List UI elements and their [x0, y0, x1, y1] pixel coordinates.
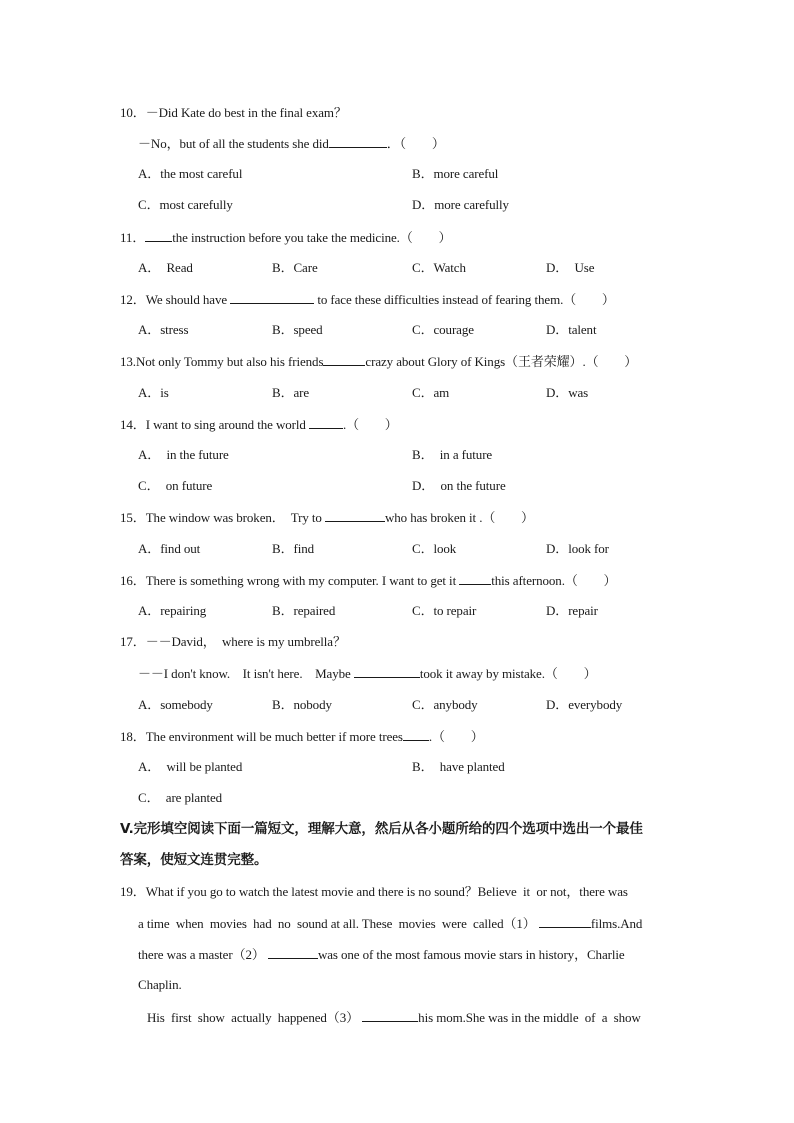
question-16-option-b: B．repaired: [272, 603, 336, 618]
question-17-answer-line: －－I don't know. It isn't here. Maybe took it away by mistake.（ ）: [138, 666, 597, 681]
answer-blank: [329, 135, 387, 148]
question-18-option-a: A． will be planted: [138, 759, 243, 774]
question-17-option-d: D．everybody: [546, 697, 623, 712]
question-10-stem: 10．－Did Kate do best in the final exam？: [120, 105, 347, 120]
question-10-option-d: D．more carefully: [412, 197, 509, 212]
passage-line-1: 19．What if you go to watch the latest movie and there is no sound？Believe it or not，there was: [120, 884, 628, 899]
answer-blank: [323, 353, 365, 366]
question-16-option-d: D．repair: [546, 603, 598, 618]
question-10-option-b: B．more careful: [412, 166, 499, 181]
question-15-option-a: A．find out: [138, 541, 201, 556]
question-15-option-d: D．look for: [546, 541, 609, 556]
section-heading-cont: 答案，使短文连贯完整。: [120, 852, 268, 868]
section-heading: V.完形填空阅读下面一篇短文，理解大意，然后从各小题所给的四个选项中选出一个最佳: [120, 821, 643, 837]
answer-blank: [309, 416, 343, 429]
question-17-stem: 17．－－David， where is my umbrella？: [120, 634, 346, 649]
question-14-option-d: D． on the future: [412, 478, 506, 493]
question-12-option-a: A．stress: [138, 322, 189, 337]
question-10-option-a: A．the most careful: [138, 166, 243, 181]
answer-blank: [230, 291, 314, 304]
question-11-option-b: B．Care: [272, 260, 318, 275]
question-14-stem: 14．I want to sing around the world .（ ）: [120, 417, 398, 432]
question-12-option-d: D．talent: [546, 322, 597, 337]
passage-line-5: His first show actually happened（3） his mom.She was in the middle of a show: [147, 1010, 641, 1025]
question-14-option-b: B． in a future: [412, 447, 493, 462]
question-17-option-b: B．nobody: [272, 697, 332, 712]
question-11-option-c: C．Watch: [412, 260, 466, 275]
question-18-stem: 18．The environment will be much better if more trees .（ ）: [120, 729, 484, 744]
question-15-option-b: B．find: [272, 541, 315, 556]
question-15-stem: 15．The window was broken． Try to who has broken it .（ ）: [120, 510, 534, 525]
question-17-option-a: A．somebody: [138, 697, 213, 712]
answer-blank: [325, 509, 385, 522]
question-13-option-c: C．am: [412, 385, 450, 400]
question-14-option-a: A． in the future: [138, 447, 229, 462]
question-12-stem: 12．We should have to face these difficulties instead of fearing them.（ ）: [120, 292, 615, 307]
answer-blank: [268, 946, 318, 959]
question-13-stem: 13.Not only Tommy but also his friends crazy about Glory of Kings（王者荣耀）.（ ）: [120, 354, 638, 369]
answer-blank: [459, 572, 491, 585]
passage-line-2: a time when movies had no sound at all. These movies were called（1） films.And: [138, 916, 643, 931]
question-16-option-a: A．repairing: [138, 603, 207, 618]
question-12-option-c: C．courage: [412, 322, 474, 337]
question-11-option-d: D． Use: [546, 260, 595, 275]
question-11-stem: 11． the instruction before you take the medicine.（ ）: [120, 230, 452, 245]
question-18-option-c: C． are planted: [138, 790, 223, 805]
question-15-option-c: C．look: [412, 541, 457, 556]
question-13-option-d: D．was: [546, 385, 589, 400]
question-13-option-b: B．are: [272, 385, 310, 400]
question-10-answer-line: －No，but of all the students she did ．（ ）: [138, 136, 445, 151]
question-14-option-c: C． on future: [138, 478, 213, 493]
passage-line-4: Chaplin.: [138, 977, 182, 992]
answer-blank: [145, 229, 172, 242]
answer-blank: [362, 1009, 418, 1022]
question-17-option-c: C．anybody: [412, 697, 478, 712]
question-10-option-c: C．most carefully: [138, 197, 233, 212]
passage-line-3: there was a master（2） was one of the most famous movie stars in history，Charlie: [138, 947, 625, 962]
question-13-option-a: A．is: [138, 385, 169, 400]
question-16-stem: 16．There is something wrong with my computer. I want to get it this afternoon.（ ）: [120, 573, 617, 588]
answer-blank: [403, 728, 429, 741]
question-16-option-c: C．to repair: [412, 603, 477, 618]
answer-blank: [539, 915, 591, 928]
answer-blank: [354, 665, 420, 678]
question-11-option-a: A． Read: [138, 260, 193, 275]
question-12-option-b: B．speed: [272, 322, 323, 337]
question-18-option-b: B． have planted: [412, 759, 505, 774]
